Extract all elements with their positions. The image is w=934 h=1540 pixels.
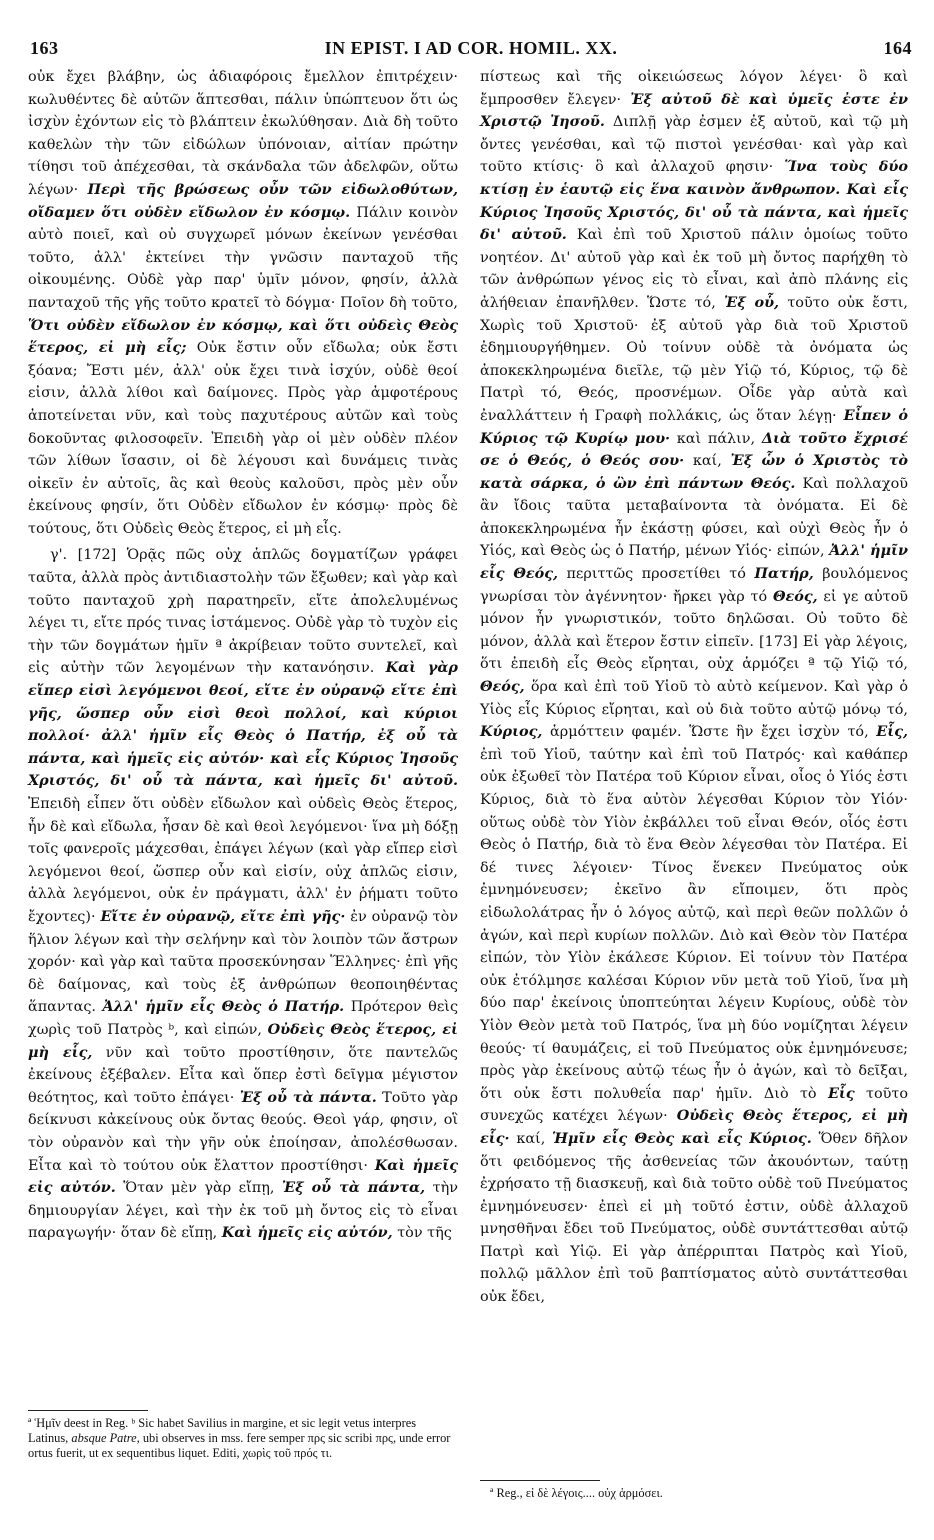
footnote-a-left: ª Ἡμῖν deest in Reg. xyxy=(28,1416,129,1430)
page-number-left: 163 xyxy=(30,38,59,58)
text-run: βουλόμενος γνωρίσαι τὸν ἀγέννητον· ἤρκει γὰρ τό xyxy=(480,566,909,605)
text-run: τοῦτο οὐκ ἔστι, Χωρὶς τοῦ Χριστοῦ· ἐξ αὐτοῦ γὰρ διὰ τοῦ Χριστοῦ ἐδημιουργήθημεν. Οὐ τοίνυν οὐδὲ τὰ ὀνόματα ὡς ἀποκεκληρωμένα διεῖλε, τῷ μὲν Υἱῷ τό, Κύριος, τῷ δὲ Πατρὶ τό, Θεός, προσνέμων. Οἶδε γὰρ αὐτὰ καὶ ἐναλλάττειν ἡ Γραφὴ πολλάκις, ὡς ὅταν λέγῃ· xyxy=(480,294,908,424)
footnote-rule-right xyxy=(480,1480,600,1481)
footnotes-left xyxy=(28,1416,458,1461)
scripture-quote: Περὶ τῆς βρώσεως οὖν τῶν εἰδωλοθύτων, οἴδαμεν ὅτι οὐδὲν εἴδωλον ἐν κόσμῳ. xyxy=(28,180,459,221)
text-run: νῦν καὶ τοῦτο προστίθησιν, ὅτε παντελῶς ἐκείνους ἐξέβαλεν. Εἶτα καὶ ὅπερ ἐστὶ δεῖγμα μέγιστον θεότητος, καὶ τοῦτο ἐπάγει· xyxy=(28,1044,458,1106)
running-title: IN EPIST. I AD COR. HOMIL. XX. xyxy=(324,38,618,58)
scripture-quote: Ἐξ οὗ τὰ πάντα. xyxy=(239,1088,377,1106)
scripture-quote: Ἀλλ' ἡμῖν εἷς Θεός, xyxy=(480,542,908,583)
footnote-a-right: ª Reg., εἰ δὲ λέγοις.... οὐχ ἁρμόσει. xyxy=(490,1486,663,1500)
text-run: Ἐπειδὴ εἶπεν ὅτι οὐδὲν εἴδωλον καὶ οὐδεὶς Θεὸς ἕτερος, ἦν δὲ καὶ εἴδωλα, ἦσαν δὲ καὶ θεοὶ λεγόμενοι· ἵνα μὴ δόξῃ τοῖς φανεροῖς μάχεσθαι, ἐπάγει λέγων (καὶ γὰρ εἴπερ εἰσὶ λεγόμενοι θεοί, ὥσπερ οὖν καὶ εἰσίν, οὐχ ἁπλῶς εἰσιν, ἀλλὰ λεγόμενοι, οὐκ ἐν πράγματι, ἀλλ' ἐν ῥήματι τοῦτο ἔχοντες)· xyxy=(28,796,458,925)
text-run: Πρότερον θεὶς χωρὶς τοῦ Πατρὸς ᵇ, καὶ εἰπών, xyxy=(28,999,459,1038)
text-run: ἁρμόττειν φαμέν. Ὥστε ἣν ἔχει ἰσχὺν τό, xyxy=(542,724,877,741)
text-run: περιττῶς προσετίθει τό xyxy=(558,566,755,583)
text-run: Οὐκ ἔστιν οὖν εἴδωλα; οὐκ ἔστι ξόανα; Ἔστι μέν, ἀλλ' οὐκ ἔχει τινὰ ἰσχύν, οὐδὲ θεοί εἰσιν, ἀλλὰ λίθοι καὶ δαίμονες. Πρὸς γὰρ ἀμφοτέρους ἀποτείνεται νῦν, καὶ τοὺς παχυτέρους αὐτῶν καὶ τοὺς δοκοῦντας φιλοσοφεῖν. Ἐπειδὴ γὰρ οἱ μὲν οὐδὲν πλέον τῶν λίθων ἴσασιν, οἱ δὲ λέγουσι καὶ δυνάμεις τινὰς οἰκεῖν ἐν αὐτοῖς, ἃς καὶ θεοὺς καλοῦσι, πρὸς μὲν οὖν ἐκείνους φησίν, ὅτι Οὐδὲν εἴδωλον ἐν κόσμῳ· πρὸς δὲ τούτους, ὅτι Οὐδεὶς Θεὸς ἕτερος, εἰ μὴ εἷς. xyxy=(28,340,458,537)
text-run: Πάλιν κοινὸν αὐτὸ ποιεῖ, καὶ οὐ συγχωρεῖ μόνων ἐκείνων γενέσθαι τοῦτο, ἀλλ' ἐκτείνει τὴν γνῶσιν πανταχοῦ τῆς οἰκουμένης. Οὐδὲ γὰρ παρ' ὑμῖν μόνον, φησίν, ἀλλὰ πανταχοῦ τῆς γῆς τοῦτο κρατεῖ τὸ δόγμα· Ποῖον δὴ τοῦτο, xyxy=(28,204,458,311)
scripture-quote: Ὅτι οὐδὲν εἴδωλον ἐν κόσμῳ, καὶ ὅτι οὐδεὶς Θεὸς ἕτερος, εἰ μὴ εἷς; xyxy=(28,316,458,357)
text-run: Τοῦτο γὰρ δείκνυσι κἀκείνους οὐκ ὄντας θεούς. Θεοὶ γάρ, φησιν, οἳ τὸν οὐρανὸν καὶ τὴν γῆν οὐκ ἐποίησαν, ἀπολέσθωσαν. Εἶτα καὶ τὸ τούτου οὐκ ἔλαττον προστίθησι· xyxy=(28,1089,458,1174)
text-run: οὐκ ἔχει βλάβην, ὡς ἀδιαφόροις ἔμελλον ἐπιτρέχειν· κωλυθέντες δὲ αὐτῶν ἅπτεσθαι, πάλιν ὑπώπτευον ὅτι ὡς ἰσχὺν ἐχόντων εἰς τὸ βλάπτειν ἐκωλύθησαν. Διὰ δὴ τοῦτο καθελὼν τὴν τῶν εἰδώλων ὑπόνοιαν, αἰτίαν πρώτην τίθησι τοῦ ἀπέχεσθαι, τὰ σκάνδαλα τῶν ἀδελφῶν, οὕτω λέγων· xyxy=(28,69,458,198)
footnote-b-left: ᵇ Sic habet Savilius in margine, et sic legit vetus interpres Latinus, xyxy=(28,1416,417,1445)
scripture-quote: Καὶ ἡμεῖς εἰς αὐτόν. xyxy=(28,1156,458,1197)
scripture-quote: Ἐξ αὐτοῦ δὲ καὶ ὑμεῖς ἐστε ἐν Χριστῷ Ἰησοῦ. xyxy=(480,90,908,131)
scripture-quote: Ἐξ οὗ, xyxy=(724,293,780,311)
footnotes-right xyxy=(490,1486,910,1501)
scripture-quote: Εἷς xyxy=(827,1084,855,1102)
scripture-quote: Ἵνα τοὺς δύο κτίσῃ ἐν ἑαυτῷ εἰς ἕνα καινὸν ἄνθρωπον. Καὶ εἷς Κύριος Ἰησοῦς Χριστός, δι' οὗ τὰ πάντα, καὶ ἡμεῖς δι' αὐτοῦ. xyxy=(480,158,908,244)
scripture-quote: Κύριος, xyxy=(480,723,543,741)
text-run: Ὅταν μὲν γὰρ εἴπῃ, xyxy=(115,1180,282,1197)
text-run: καὶ πάλιν, xyxy=(670,430,762,447)
text-run: καί, xyxy=(684,453,731,470)
scripture-quote: Διὰ τοῦτο ἔχρισέ σε ὁ Θεός, ὁ Θεός σου· xyxy=(480,429,908,470)
scripture-quote: Καὶ γὰρ εἴπερ εἰσὶ λεγόμενοι θεοί, εἴτε ἐν οὐρανῷ εἴτε ἐπὶ γῆς, ὥσπερ οὖν εἰσὶ θεοὶ πολλοί, καὶ κύριοι πολλοί· ἀλλ' ἡμῖν εἷς Θεὸς ὁ Πατήρ, ἐξ οὗ τὰ πάντα, καὶ ἡμεῖς εἰς αὐτόν· καὶ εἷς Κύριος Ἰησοῦς Χριστός, δι' οὗ τὰ πάντα, καὶ ἡμεῖς δι' αὐτοῦ. xyxy=(28,659,458,790)
left-paragraph-1 xyxy=(28,66,458,540)
text-run: καί, xyxy=(509,1130,553,1147)
scripture-quote: Εἷς, xyxy=(876,723,908,741)
scripture-quote: Οὐδεὶς Θεὸς ἕτερος, εἰ μὴ εἷς· xyxy=(480,1107,908,1147)
scripture-quote: Ἐξ οὗ τὰ πάντα, xyxy=(281,1179,426,1197)
page-number-right: 164 xyxy=(883,38,912,58)
text-run: ἐπὶ τοῦ Υἱοῦ, ταύτην καὶ ἐπὶ τοῦ Πατρός· καὶ καθάπερ οὐκ ἐξωθεῖ τὸν Πατέρα τοῦ Κύριον εἶναι, οἷος ὁ Υἱός ἐστι Κύριος, διὰ τὸ ἕνα αὐτὸν λέγεσθαι Κύριον τὸν Υἱόν· οὕτως οὐδὲ τὸν Υἱὸν ἐκβάλλει τοῦ εἶναι Θεόν, οἷός ἐστι Θεὸς ὁ Πατήρ, διὰ τὸ ἕνα Θεὸν λέγεσθαι τὸν Πατέρα. Εἰ δέ τινες λέγοιεν· Τίνος ἕνεκεν Πνεύματος οὐκ ἐμνημόνευσεν; ἐκεῖνο ἂν εἴποιμεν, ὅτι πρὸς εἰδωλολάτρας ἦν ὁ λόγος αὐτῷ, καὶ περὶ θεῶν πολλῶν ὁ ἀγών, καὶ περὶ κυρίων πολλῶν. Διὸ καὶ Θεὸν τὸν Πατέρα εἰπών, τὸν Υἱὸν ἐκάλεσε Κύριον. Εἰ τοίνυν τὸν Πατέρα οὐκ ἐτόλμησε καλέσαι Κύριον νῦν μετὰ τοῦ Υἱοῦ, ἵνα μὴ δύο παρ' ἐκείνοις ὑποπτεύηται λέγειν Κυρίους, οὐδὲ τὸν Υἱὸν Θεὸν μετὰ τοῦ Πατρός, ἵνα μὴ δύο νομίζηται λέγειν θεούς· τί θαυμάζεις, εἰ τοῦ Πνεύματος οὐκ ἐμνημόνευσε; πρὸς γὰρ ἐκείνους αὐτῷ τέως ἦν ὁ ἀγών, καὶ τὸ δεῖξαι, ὅτι οὐκ ἔστι πολυθεΐα παρ' ἡμῖν. Διὸ τὸ xyxy=(480,746,908,1102)
left-column xyxy=(28,66,458,1245)
scripture-quote: Πατήρ, xyxy=(754,565,814,583)
footnote-rule-left xyxy=(28,1410,148,1411)
scripture-quote: Καὶ ἡμεῖς εἰς αὐτόν, xyxy=(221,1224,393,1242)
left-paragraph-2 xyxy=(28,544,458,1244)
text-run: τὸν τῆς xyxy=(392,1225,452,1242)
footnote-b-rest: ubi observes in mss. fere semper πρς sic scribi πρς, unde error ortus fuerit, ut ex sequentibus liquet. Editi, χωρὶς τοῦ πρός τι. xyxy=(28,1431,451,1460)
text-run: ὅρα καὶ ἐπὶ τοῦ Υἱοῦ τὸ αὐτὸ κείμενον. Καὶ γὰρ ὁ Υἱὸς εἷς Κύριος εἴρηται, καὶ οὐ διὰ τοῦτο αὐτῷ μόνῳ τό, xyxy=(480,679,908,718)
footnote-b-italic: absque Patre, xyxy=(71,1431,140,1445)
scripture-quote: Ἡμῖν εἷς Θεὸς καὶ εἷς Κύριος. xyxy=(552,1129,812,1147)
scripture-quote: Ἀλλ' ἡμῖν εἷς Θεὸς ὁ Πατήρ. xyxy=(102,998,345,1016)
text-run: εἰ γε αὐτοῦ μόνον ἦν γνωριστικόν, τοῦτο δηλῶσαι. Οὐ τοῦτο δὲ μόνον, ἀλλὰ καὶ ἕτερον ἔστιν εἰπεῖν. [173] Εἰ γὰρ λέγοις, ὅτι ἐπειδὴ εἷς Θεὸς εἴρηται, οὐχ ἁρμόζει ª τῷ Υἱῷ τό, xyxy=(480,588,908,673)
scripture-quote: Εἶπεν ὁ Κύριος τῷ Κυρίῳ μου· xyxy=(480,406,908,447)
text-run: Ὅθεν δῆλον ὅτι φειδόμενος τῆς ἀσθενείας τῶν ἀκουόντων, ταύτῃ ἐχρήσατο τῇ διασκευῇ, καὶ διὰ τοῦτο οὐδὲ τοῦ Πνεύματος ἐμνημόνευσεν· ἐπεὶ εἰ μὴ τοῦτό ἐστιν, οὐδὲ ἀλλαχοῦ μνησθῆναι ἔδει τοῦ Πνεύματος, οὐδὲ συντάττεσθαι αὐτῷ Πατρὶ καὶ Υἱῷ. Εἰ γὰρ ἀπέρριπται Πατρὸς καὶ Υἱοῦ, πολλῷ μᾶλλον ἐπὶ τοῦ βαπτίσματος αὐτὸ συντάττεσθαι οὐκ ἔδει, xyxy=(480,1130,909,1306)
scripture-quote: Οὐδεὶς Θεὸς ἕτερος, εἰ μὴ εἷς, xyxy=(28,1020,458,1061)
right-column xyxy=(480,66,908,1309)
text-run: πίστεως καὶ τῆς οἰκειώσεως λόγον λέγει· ὃ καὶ ἔμπροσθεν ἔλεγεν· xyxy=(480,69,908,108)
text-run: Καὶ ἐπὶ τοῦ Χριστοῦ πάλιν ὁμοίως τοῦτο νοητέον. Δι' αὐτοῦ γὰρ καὶ ἐκ τοῦ μὴ ὄντος παρήχθη τὸ τῶν ἀνθρώπων γένος εἰς τὸ εἶναι, καὶ ἀπὸ πλάνης εἰς ἀλήθειαν ἐπανῆλθεν. Ὥστε τό, xyxy=(480,227,908,311)
text-run: γ'. [172] Ὁρᾷς πῶς οὐχ ἁπλῶς δογματίζων γράφει ταῦτα, ἀλλὰ πρὸς ἀντιδιαστολὴν τῶν ἔξωθεν; καὶ γὰρ καὶ τοῦτο πανταχοῦ χρὴ παρατηρεῖν, εἴτε ἀπολελυμένως λέγει τι, εἴτε πρός τινας ἱστάμενος. Οὐδὲ γὰρ τὸ τυχὸν εἰς τὴν τῶν δογμάτων ἡμῖν ª ἀκρίβειαν τοῦτο συντελεῖ, καὶ εἰς αὐτὴν τῶν λεγομένων τὴν κατανόησιν. xyxy=(28,547,458,677)
running-header xyxy=(30,38,912,66)
text-run: Καὶ πολλαχοῦ ἂν ἴδοις ταῦτα μεταβαίνοντα τὰ ὀνόματα. Εἰ δὲ ἀποκεκληρωμένα ἦν ἑκάστῃ φύσει, καὶ οὐχὶ Θεὸς ἦν ὁ Υἱός, καὶ Θεὸς ὡς ὁ Πατήρ, μένων Υἱός· εἰπών, xyxy=(480,475,908,560)
right-paragraph-1 xyxy=(480,66,908,1309)
scripture-quote: Θεός, xyxy=(772,587,818,605)
text-run: ἐν οὐρανῷ τὸν ἥλιον λέγων καὶ τὴν σελήνην καὶ τὸν λοιπὸν τῶν ἄστρων χορόν· καὶ γὰρ καὶ ταῦτα προσεκύνησαν Ἕλληνες· ἐπὶ γῆς δὲ δαίμονας, καὶ τοὺς ἐξ ἀνθρώπων θεοποιηθέντας ἅπαντας. xyxy=(28,908,459,1016)
text-run: τοῦτο συνεχῶς κατέχει λέγων· xyxy=(480,1085,909,1125)
scripture-quote: Θεός, xyxy=(480,678,525,696)
scripture-quote: Ἐξ ὧν ὁ Χριστὸς τὸ κατὰ σάρκα, ὁ ὢν ἐπὶ πάντων Θεός. xyxy=(480,452,909,492)
text-run: Διπλῇ γὰρ ἐσμεν ἐξ αὐτοῦ, καὶ τῷ μὴ ὄντες γενέσθαι, καὶ τῷ πιστοὶ γενέσθαι· καὶ γὰρ καὶ τοῦτο κτίσις· ὃ καὶ ἀλλαχοῦ φησιν· xyxy=(480,114,908,176)
scripture-quote: Εἴτε ἐν οὐρανῷ, εἴτε ἐπὶ γῆς· xyxy=(100,907,346,925)
text-run: τὴν δημιουργίαν λέγει, καὶ τὴν ἐκ τοῦ μὴ ὄντος εἰς τὸ εἶναι παραγωγήν· ὅταν δὲ εἴπῃ, xyxy=(28,1180,458,1242)
